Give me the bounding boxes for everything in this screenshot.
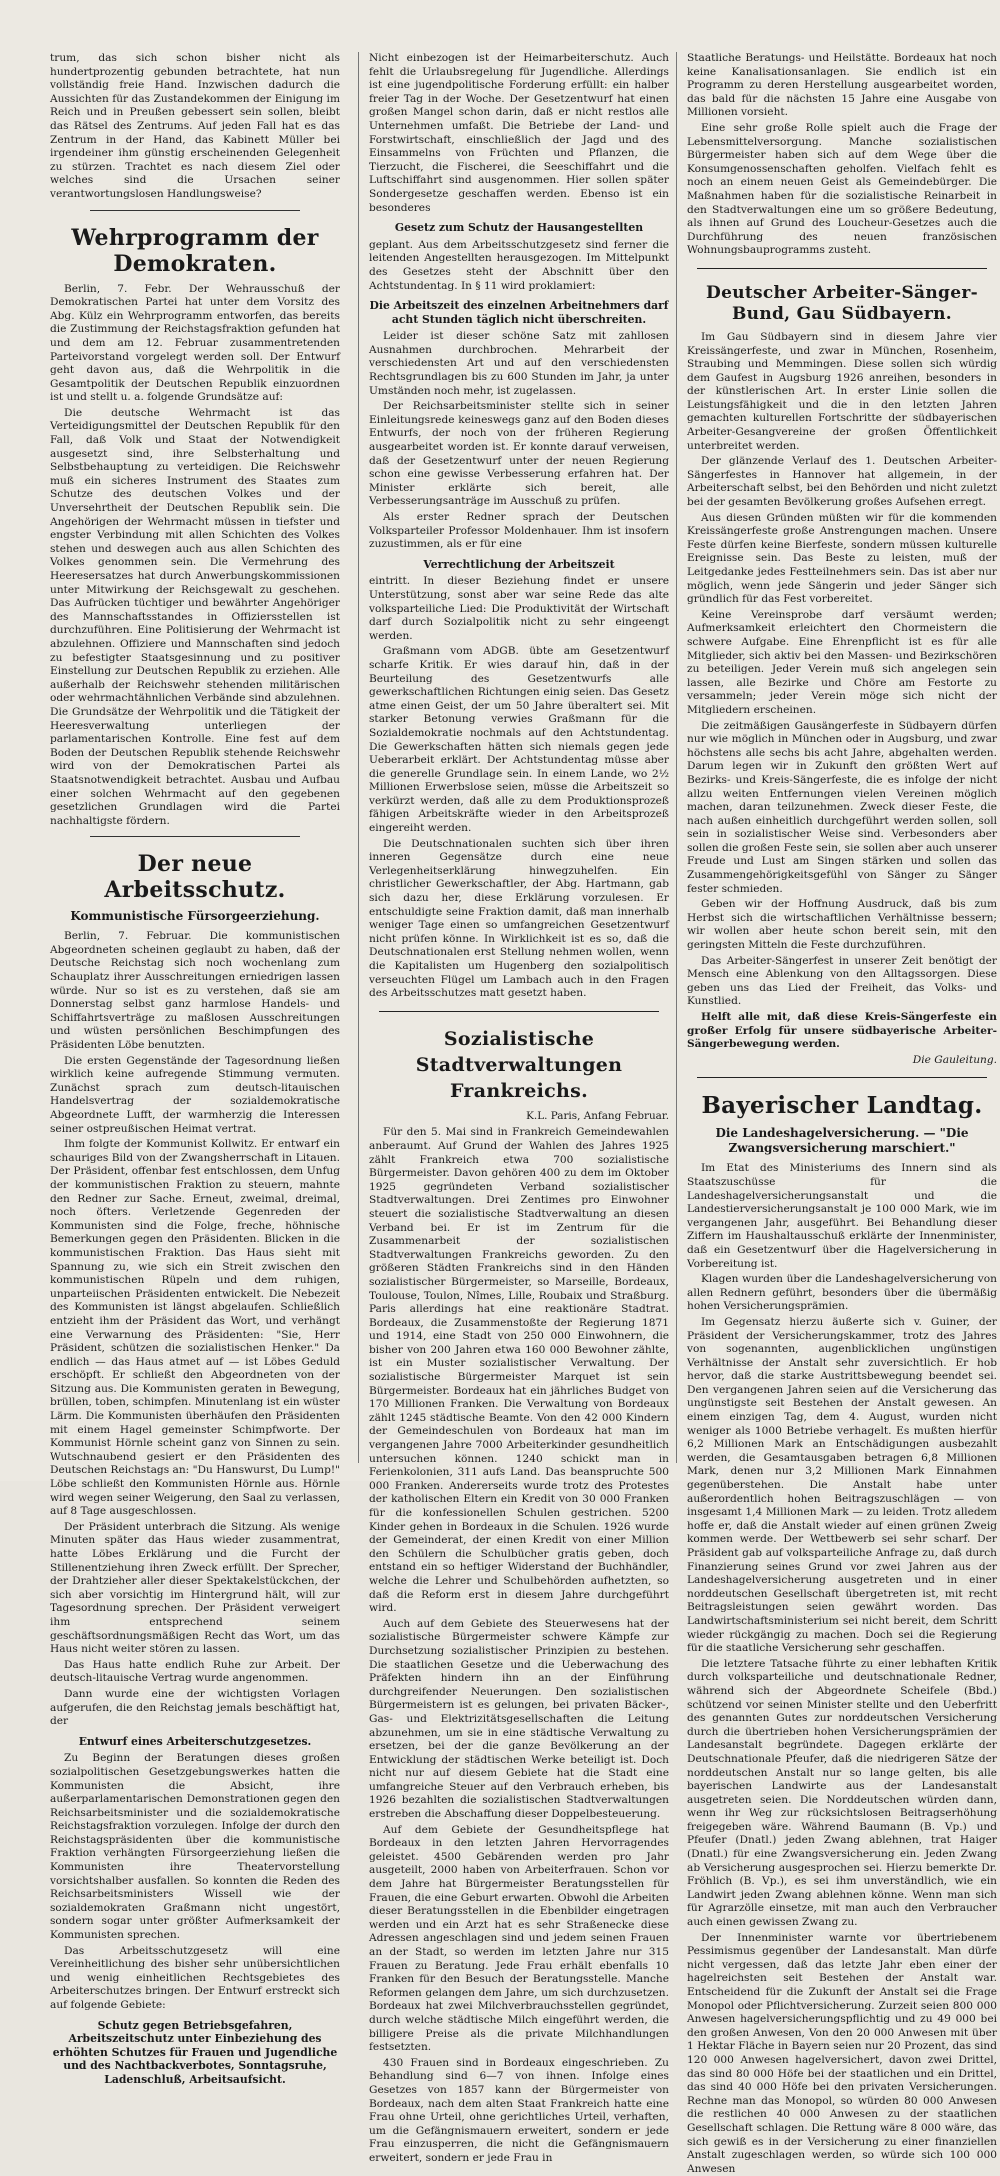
paragraph: Leider ist dieser schöne Satz mit zahllosen Ausnahmen durchbrochen. Mehrarbeit der verschiedensten Art und auf den verschiedensten Rechtsgrundlagen bis zu 600 Stunden im Jahr, ja unter Umständen noch mehr, ist zugelassen. <box>369 330 669 397</box>
column-3 <box>676 52 997 2175</box>
paragraph: Die deutsche Wehrmacht ist das Verteidigungsmittel der Deutschen Republik für den Fall, daß Volk und Staat der Notwendigkeit ausgesetzt sind, ihre Selbsterhaltung und Selbstbehauptung zu verteidigen. Die Reichswehr muß ein sicheres Instrument des Staates zum Schutze des deutschen Volkes und der Unversehrtheit der Deutschen Republik sein. Die Angehörigen der Wehrmacht müssen in tiefster und engster Verbindung mit allen Schichten des Volkes stehen und deswegen auch aus allen Schichten des Volkes genommen sein. Die Vermehrung des Heeresersatzes hat durch Anwerbungskommissionen unter Mitwirkung der Reichsgewalt zu geschehen. Das Aufrücken tüchtiger und bewährter Angehöriger des Mannschaftsstandes in Offiziersstellen ist durchzuführen. Eine Politisierung der Wehrmacht ist abzulehnen. Offiziere und Mannschaften sind jedoch zu befestigter Staatsgesinnung und zu positiver Einstellung zur Deutschen Republik zu erziehen. Alle außerhalb der Reichswehr stehenden militärischen oder wehrmachtähnlichen Verbände sind abzulehnen. Die Grundsätze der Wehrpolitik und die Tätigkeit der Heeresverwaltung unterliegen der parlamentarischen Kontrolle. Eine fest auf dem Boden der Deutschen Republik stehende Reichswehr wird von der Demokratischen Partei als Staatsnotwendigkeit betrachtet. Ausbau und Aufbau einer solchen Wehrmacht auf den gegebenen gesetzlichen Grundlagen wird die Partei nachhaltigste fördern. <box>50 406 340 827</box>
divider <box>379 1011 659 1012</box>
column-2 <box>358 52 669 2164</box>
paragraph: Als erster Redner sprach der Deutschen Volksparteiler Professor Moldenhauer. Ihm ist insofern zuzustimmen, als er für eine <box>369 511 669 551</box>
section-subheading: Verrechtlichung der Arbeitszeit <box>423 557 615 571</box>
paragraph: Der glänzende Verlauf des 1. Deutschen Arbeiter-Sängerfestes in Hannover hat allgemein, in der Arbeiterschaft selbst, bei den Behörden und nicht zuletzt bei der gesamten Bevölkerung großes Aufsehen erregt. <box>687 455 997 509</box>
paragraph: Graßmann vom ADGB. übte am Gesetzentwurf scharfe Kritik. Er wies darauf hin, daß in der Beurteilung des Gesetzentwurfs alle gewerkschaftlichen Richtungen einig seien. Das Gesetz atme einen Geist, der um 50 Jahre überaltert sei. Mit starker Betonung verwies Graßmann für die Sozialdemokratie nochmals auf den Achtstundentag. Die Gewerkschaften hätten sich niemals gegen jede Ueberarbeit erklärt. Der Achtstundentag müsse aber die generelle Grundlage sein. In einem Lande, wo 2½ Millionen Erwerbslose seien, müsse die Arbeitszeit so verkürzt werden, daß alle zu dem Produktionsprozeß fähigen Arbeitskräfte wieder in den Arbeitsprozeß eingereiht werden. <box>369 645 669 835</box>
paragraph: Auf dem Gebiete der Gesundheitspflege hat Bordeaux in den letzten Jahren Hervorragendes geleistet. 4500 Gebärenden werden pro Jahr ausgeteilt, 2000 haben von Arbeiterfrauen. Schon vor dem Jahre hat Bürgermeister Beratungsstellen für Frauen, die eine Geburt erwarten. Obwohl die Arbeiten dieser Beratungsstellen in die Ebenbilder eingetragen werden und ein Arzt hat es sehr Straßenecke diese Adressen angeschlagen sind und jedem seinen Frauen an der Stadt, so werden im letzten Jahre nur 315 Frauen zu Beratung. Jede Frau erhält ebenfalls 10 Franken für den Besuch der Beratungsstelle. Manche Reformen gelangen dem Jahre, um sich durchzusetzen. Bordeaux hat zwei Milchverbrauchsstellen gegründet, durch welche städtische Milch eingeführt werden, die billigere Preise als die private Milchhandlungen festsetzten. <box>369 1823 669 2054</box>
paragraph: Berlin, 7. Februar. Die kommunistischen Abgeordneten scheinen geglaubt zu haben, daß der Deutsche Reichstag sich noch wochenlang zum Schauplatz ihrer Ausschreitungen erniedrigen lassen würde. Nur so ist es zu verstehen, daß sie am Donnerstag selbst ganz harmlose Handels- und Schiffahrtsverträge zu maßlosen Ausschreitungen und wüsten persönlichen Beschimpfungen des Präsidenten Löbe benutzten. <box>50 930 340 1052</box>
divider <box>90 836 300 837</box>
column-1 <box>50 52 340 2086</box>
paragraph: Die zeitmäßigen Gausängerfeste in Südbayern dürfen nur wie möglich in München oder in Augsburg, und zwar höchstens alle sechs bis acht Jahre, abgehalten werden. Darum legen wir in Zukunft den größten Wert auf Bezirks- und Kreis-Sängerfeste, die es infolge der nicht allzu weiten Entfernungen vielen Vereinen möglich machen, daran teilzunehmen. Zweck dieser Feste, die nach außen einheitlich durchgeführt werden sollen, soll sein in sozialistischer Weise sind. Verbesonders aber sollen die großen Feste sein, sie sollen aber auch unserer Freude und Lust am Singen stärken und sollen das Zusammengehörigkeitsgefühl von Sänger zu Sänger fester schmieden. <box>687 719 997 895</box>
paragraph: 430 Frauen sind in Bordeaux eingeschrieben. Zu Behandlung sind 6—7 von ihnen. Infolge eines Gesetzes von 1857 kann der Bürgermeister von Bordeaux, nach dem alten Staat Frankreich hatte eine Frau ohne Urteil, ohne gerichtliches Urteil, verhaften, um die Gefängnismauern erweitert, sondern er jede Frau einzusperren, die nicht die Gefängnismauern erweitert, sondern er jede Frau in <box>369 2056 669 2164</box>
paragraph: Das Arbeiter-Sängerfest in unserer Zeit benötigt der Mensch eine Ablenkung von den Alltagssorgen. Diese geben uns das Lied der Freiheit, das Volks- und Kunstlied. <box>687 954 997 1008</box>
paragraph: Der Innenminister warnte vor übertriebenem Pessimismus gegenüber der Landesanstalt. Man dürfe nicht vergessen, daß das letzte Jahr eben einer der hagelreichsten seit Bestehen der Anstalt war. Entscheidend für die Zukunft der Anstalt sei die Frage Monopol oder Pflichtversicherung. Zurzeit seien 800 000 Anwesen hagelversicherungspflichtig und zu 49 000 bei den großen Anwesen, Von den 20 000 Anwesen mit über 1 Hektar Fläche in Bayern seien nur 20 Prozent, das sind 120 000 Anwesen hagelversichert, davon zwei Drittel, das sind 80 000 Höfe bei der staatlichen und ein Drittel, das sind 40 000 Höfe bei den privaten Versicherungen. Rechne man das Monopol, so würden 80 000 Anwesen die restlichen 40 000 Anwesen zu der staatlichen Gesellschaft schlagen. Die Rettung wäre 8 000 wäre, das sich gewiß es in der Versicherung zu einer finanziellen Anstalt zugeschlagen werden, so würde sich 100 000 Anwesen <box>687 1931 997 2175</box>
paragraph: Keine Vereinsprobe darf versäumt werden; Aufmerksamkeit erleichtert den Chormeistern die schwere Aufgabe. Eine Ehrenpflicht ist es für alle Mitglieder, sich aktiv bei den Massen- und Bezirkschören zu beteiligen. Jeder Verein muß sich angelegen sein lassen, alle Bezirke und Chöre am Festorte zu versammeln; jeder Verein möge sich nicht der Mitgliedern erscheinen. <box>687 608 997 716</box>
paragraph: Staatliche Beratungs- und Heilstätte. Bordeaux hat noch keine Kanalisationsanlagen. Sie endlich ist ein Programm zu deren Herstellung ausgearbeitet worden, das bald für die nächsten 15 Jahre eine Ausgabe von Millionen vorsieht. <box>687 52 997 119</box>
paragraph: Berlin, 7. Febr. Der Wehrausschuß der Demokratischen Partei hat unter dem Vorsitz des Abg. Külz ein Wehrprogramm entworfen, das bereits die Zustimmung der Reichstagsfraktion gefunden hat und dem am 12. Februar zusammentretenden Parteivorstand vorgelegt werden soll. Der Entwurf geht davon aus, daß die Wehrpolitik in die Gesamtpolitik der Deutschen Republik einzuordnen ist und stellt u. a. folgende Grundsätze auf: <box>50 282 340 404</box>
divider <box>697 268 987 269</box>
paragraph: Für den 5. Mai sind in Frankreich Gemeindewahlen anberaumt. Auf Grund der Wahlen des Jahres 1925 zählt Frankreich etwa 700 sozialistische Bürgermeister. Davon gehören 400 zu dem im Oktober 1925 gegründeten Verband sozialistischer Stadtverwaltungen. Drei Zentimes pro Einwohner steuert die sozialistische Stadtverwaltung an diesen Verband bei. Er ist im Zentrum für die Zusammenarbeit der sozialistischen Stadtverwaltungen Frankreichs geworden. Zu den größeren Städten Frankreichs sind in den Händen sozialistischer Bürgermeister, so Marseille, Bordeaux, Toulouse, Toulon, Nîmes, Lille, Roubaix und Straßburg. Paris allerdings hat eine reaktionäre Stadtrat. Bordeaux, die Zusammenstoßte der Regierung 1871 und 1914, eine Stadt von 250 000 Einwohnern, die bisher von 200 Jahren etwa 160 000 Bewohner zählte, ist ein Muster sozialistischer Verwaltung. Der sozialistische Bürgermeister Marquet ist sein Bürgermeister. Bordeaux hat ein jährliches Budget von 170 Millionen Franken. Die Verwaltung von Bordeaux zählt 1245 städtische Beamte. Von den 42 000 Kindern der Gemeindeschulen von Bordeaux hat man im vergangenen Jahre 7000 Arbeiterkinder gesundheitlich untersuchen können. 1240 schickt man in Ferienkolonien, 311 aufs Land. Das beanspruchte 500 000 Franken. Andererseits wurde trotz des Protestes der katholischen Eltern ein Kredit von 30 000 Franken für die konfessionellen Schulen gestrichen. 5200 Kinder gehen in Bordeaux in die Schulen. 1926 wurde der Gemeinderat, der einen Kredit von einer Million den Schülern die Schulbücher gratis geben, doch entstand ein so heftiger Widerstand der Buchhändler, welche die Lehrer und Schulbehörden aufhetzten, so daß die Reform erst in diesem Jahre durchgeführt wird. <box>369 1126 669 1615</box>
article-intro: trum, das sich schon bisher nicht als hundertprozentig gebunden betrachtete, hat nun vollständig freie Hand. Inzwischen dadurch die Aussichten für das Zustandekommen der Einigung im Reich und in Preußen gebessert sein sollen, bleibt das Rätsel des Zentrums. Auf jeden Fall hat es das Zentrum in der Hand, das Kabinett Müller bei irgendeiner ihm günstig erscheinenden Gelegenheit zu stürzen. Trachtet es nach diesem Ziel oder welches sind die Ursachen seiner verantwortungslosen Handlungsweise? <box>50 52 340 200</box>
paragraph: Zu Beginn der Beratungen dieses großen sozialpolitischen Gesetzgebungswerkes hatten die Kommunisten die Absicht, ihre außerparlamentarischen Demonstrationen gegen den Reichsarbeitsminister und die sozialdemokratische Reichstagsfraktion vorzulegen. Infolge der durch den Reichstagspräsidenten über die kommunistische Fraktion verhängten Fürsorgeerziehung ließen die Kommunisten ihre Theatervorstellung vorsichtshalber ausfallen. So konnten die Reden des Reichsarbeitsministers Wissell wie der sozialdemokraten Graßmann nicht ungestört, sondern sogar unter größter Aufmerksamkeit der Kommunisten sprechen. <box>50 1752 340 1942</box>
headline-arbeitsschutz: Der neue Arbeitsschutz. <box>104 851 286 904</box>
paragraph: Im Gau Südbayern sind in diesem Jahre vier Kreissängerfeste, und zwar in München, Rosenheim, Straubing und Memmingen. Diese sollen sich würdig dem Gaufest in Augsburg 1926 anreihen, besonders in der künstlerischen Art. In erster Linie sollen die Leistungsfähigkeit und die in den letzten Jahren gemachten kulturellen Fortschritte der südbayerischen Arbeiter-Gesangvereine der großen Öffentlichkeit unterbreitet werden. <box>687 330 997 452</box>
signature: Die Gauleitung. <box>912 1053 997 1066</box>
paragraph: Klagen wurden über die Landeshagelversicherung von allen Rednern geführt, besonders über die übermäßig hohen Versicherungsprämien. <box>687 1273 997 1313</box>
divider <box>697 1077 987 1078</box>
paragraph: geplant. Aus dem Arbeitsschutzgesetz sind ferner die leitenden Angestellten herausgezogen. Im Mittelpunkt des Gesetzes steht der Abschnitt über den Achtstundentag. In § 11 wird proklamiert: <box>369 238 669 292</box>
quote: Die Arbeitszeit des einzelnen Arbeitnehmers darf acht Stunden täglich nicht überschreiten. <box>369 299 669 326</box>
paragraph: Helft alle mit, daß diese Kreis-Sängerfeste ein großer Erfolg für unsere südbayerische Arbeiter-Sängerbewegung werden. <box>687 1011 997 1051</box>
paragraph: Die letztere Tatsache führte zu einer lebhaften Kritik durch volksparteiliche und deutschnationale Redner, während sich der Abgeordnete Scheifele (Bbd.) schützend vor seinen Minister stellte und den Ueberfritt des genannten Gutes zur norddeutschen Versicherung durch die übertrieben hohen Versicherungsprämien der Landesanstalt begründete. Dagegen erklärte der Deutschnationale Pfeufer, daß die niedrigeren Sätze der norddeutschen Anstalt nur so lange gelten, bis alle bayerischen Landwirte aus der Landesanstalt ausgetreten seien. Die Norddeutschen würden dann, wenn ihr Weg zur rücksichtslosen Beitragserhöhung freigegeben wäre. Während Baumann (B. Vp.) und Pfeufer (Dnatl.) jeden Zwang ablehnen, trat Haiger (Dnatl.) für eine Zwangsversicherung ein. Jeden Zwang ab Versicherung ausgesprochen sei. Hierzu bemerkte Dr. Fröhlich (B. Vp.), es sei ihm unverständlich, wie ein Landwirt jeden Zwang ablehnen könne. Wenn man sich für Agrarzölle einsetze, mit man auch den Verbraucher auch einen gewissen Zwang zu. <box>687 1657 997 1929</box>
paragraph: Die ersten Gegenstände der Tagesordnung ließen wirklich keine aufregende Stimmung vermuten. Zunächst sprach zum deutsch-litauischen Handelsvertrag der sozialdemokratische Abgeordnete Lufft, der warmherzig die Interessen seiner ostpreußischen Heimat vertrat. <box>50 1054 340 1135</box>
paragraph: Ihm folgte der Kommunist Kollwitz. Er entwarf ein schauriges Bild von der Zwangsherrschaft in Litauen. Der Präsident, offenbar fest entschlossen, dem Unfug der kommunistischen Fraktion zu steuern, mahnte den Redner zur Sache. Erneut, zweimal, dreimal, noch öfters. Verletzende Gegenreden der Kommunisten sind die Folge, freche, höhnische Bemerkungen gegen den Präsidenten. Blicken in die kommunistischen Fraktion. Das Haus sieht mit Spannung zu, wie sich ein Streit zwischen den kommunistischen Rüpeln und dem ruhigen, unparteiischen Präsidenten entwickelt. Die Nebezeit des Kommunisten ist längst abgelaufen. Schließlich entzieht ihm der Präsident das Wort, und verhängt eine Verwarnung des Präsidenten: "Sie, Herr Präsident, schützen die sozialistischen Henker." Da endlich — das Haus atmet auf — ist Löbes Geduld erschöpft. Er schließt den Abgeordneten von der Sitzung aus. Die Kommunisten geraten in Bewegung, brüllen, toben, schimpfen. Minutenlang ist ein wüster Lärm. Die Kommunisten überhäufen den Präsidenten mit einem Hagel gemeinster Schimpfworte. Der Kommunist Hörnle scheint ganz von Sinnen zu sein. Wutschnaubend gesiert er den Präsidenten des Deutschen Reichstags an: "Du Hanswurst, Du Lump!" Löbe schließt den Kommunisten Hörnle aus. Hörnle wird wegen seiner Weigerung, den Saal zu verlassen, auf 8 Tage ausgeschlossen. <box>50 1138 340 1518</box>
paragraph: Der Reichsarbeitsminister stellte sich in seiner Einleitungsrede keineswegs ganz auf den Boden dieses Entwurfs, der noch von der früheren Regierung ausgearbeitet worden ist. Er konnte darauf verweisen, daß der Gesetzentwurf unter der neuen Regierung schon eine gewisse Verbesserung erfahren hat. Der Minister erklärte sich bereit, alle Verbesserungsanträge im Ausschuß zu prüfen. <box>369 400 669 508</box>
section-subheading: Schutz gegen Betriebsgefahren, Arbeitszeitschutz unter Einbeziehung des erhöhten Schutzes für Frauen und Jugendliche und des Nachtbackverbotes, Sonntagsruhe, Ladenschluß, Arbeitsaufsicht. <box>52 2018 338 2086</box>
subheadline: Kommunistische Fürsorgeerziehung. <box>70 909 320 924</box>
paragraph: Geben wir der Hoffnung Ausdruck, daß bis zum Herbst sich die wirtschaftlichen Verhältnisse bessern; wir wollen aber heute schon bereit sein, mit den geringsten Mitteln die Feste durchzuführen. <box>687 898 997 952</box>
paragraph: Das Arbeitsschutzgesetz will eine Vereinheitlichung des bisher sehr unübersichtlichen und wenig einheitlichen Rechtsgebietes des Arbeiterschutzes bringen. Der Entwurf erstreckt sich auf folgende Gebiete: <box>50 1944 340 2011</box>
headline-landtag: Bayerischer Landtag. <box>701 1092 983 1120</box>
section-subheading: Gesetz zum Schutz der Hausangestellten <box>394 221 644 235</box>
dateline: K.L. Paris, Anfang Februar. <box>526 1109 669 1122</box>
headline-wehrprogramm: Wehrprogramm der Demokraten. <box>71 224 319 277</box>
headline-saengerbund: Deutscher Arbeiter-Sänger-Bund, Gau Südbayern. <box>706 282 978 324</box>
section-subheading: Entwurf eines Arbeiterschutzgesetzes. <box>78 1734 312 1748</box>
paragraph: Im Etat des Ministeriums des Innern sind als Staatszuschüsse für die Landeshagelversicherungsanstalt und die Landestierversicherungsanstalt je 100 000 Mark, wie im vergangenen Jahr, ausgeführt. Bei Behandlung dieser Ziffern im Haushaltausschuß erklärte der Innenminister, daß ein Gesetzentwurf über die Hagelversicherung in Vorbereitung ist. <box>687 1162 997 1270</box>
paragraph: Im Gegensatz hierzu äußerte sich v. Guiner, der Präsident der Versicherungskammer, trotz des Jahres von sogenannten, augenblicklichen ungünstigen Verhältnisse der Anstalt sehr zuversichtlich. Er hob hervor, daß die starke Austrittsbewegung beendet sei. Den vergangenen Jahren seien auf die Versicherung das ungünstigste seit Bestehen der Anstalt gewesen. An einem einzigen Tag, dem 4. August, wurden nicht weniger als 1000 Betriebe verhagelt. Es mußten hierfür 6,2 Millionen Mark an Entschädigungen ausbezahlt werden, die Gesamtausgaben betragen 6,8 Millionen Mark, denen nur 3,2 Millionen Mark Einnahmen gegenüberstehen. Die Anstalt habe unter außerordentlich hohen Beitragszuschlägen — von insgesamt 1,4 Millionen Mark — zu leiden. Trotz alledem hoffe er, daß die Anstalt wieder auf einen grünen Zweig kommen werde. Der Wettbewerb sei sehr scharf. Der Präsident gab auf volksparteiliche Anfrage zu, daß durch Finanzierung seines Grund vor zwei Jahren aus der Landeshagelversicherung ausgetreten und in einer norddeutschen Gesellschaft übergetreten ist, mit recht Beitragsleistungen seien gewährt worden. Das Landwirtschaftsministerium sei nicht bereit, dem Schritt wieder rückgängig zu machen. Doch sei die Regierung für die staatliche Versicherung sehr geschaffen. <box>687 1315 997 1655</box>
subheadline: Die Landeshagelversicherung. — "Die Zwangsversicherung marschiert." <box>715 1126 969 1156</box>
paragraph: Das Haus hatte endlich Ruhe zur Arbeit. Der deutsch-litauische Vertrag wurde angenommen. <box>50 1658 340 1685</box>
paragraph: Der Präsident unterbrach die Sitzung. Als wenige Minuten später das Haus wieder zusammentrat, hatte Löbes Erklärung und die Furcht der Stillenentziehung ihren Zweck erfüllt. Der Sprecher, der Drahtzieher aller dieser Spektakelstückchen, der sich aber vorsichtig im Hintergrund hält, will zur Tagesordnung sprechen. Der Präsident verweigert ihm entsprechend seinem geschäftsordnungsmäßigen Recht das Wort, um das Haus nicht weiter stören zu lassen. <box>50 1520 340 1656</box>
headline-stadtverwaltungen: Sozialistische Stadtverwaltungen Frankreichs. <box>415 1027 623 1102</box>
paragraph: eintritt. In dieser Beziehung findet er unsere Unterstützung, sonst aber war seine Rede das alte volksparteiliche Lied: Die Produktivität der Wirtschaft darf durch Sozialpolitik nicht zu sehr eingeengt werden. <box>369 575 669 642</box>
paragraph: Eine sehr große Rolle spielt auch die Frage der Lebensmittelversorgung. Manche sozialistischen Bürgermeister haben sich auf dem Wege über die Konsumgenossenschaften geholfen. Vielfach fehlt es noch an einem neuen Geist als Gemeindebürger. Die Maßnahmen haben für die sozialistische Reinarbeit in den Stadtverwaltungen eine um so größere Bedeutung, als ihnen auf Grund des Loucheur-Gesetzes auch die Durchführung des neuen französischen Wohnungsbauprogramms zusteht. <box>687 121 997 257</box>
paragraph: Die Deutschnationalen suchten sich über ihren inneren Gegensätze durch eine neue Verlegenheitserklärung hinwegzuhelfen. Ein christlicher Gewerkschaftler, der Abg. Hartmann, gab sich dazu her, diese Erklärung vorzulesen. Er entschuldigte seine Fraktion damit, daß man innerhalb weniger Tage einen so umfangreichen Gesetzentwurf nicht prüfen könne. In Wirklichkeit ist es so, daß die Deutschnationalen erst Stellung nehmen wollen, wenn die Kapitalisten um Hugenberg den sozialpolitisch verseuchten Flügel um Lambach auch in den Fragen des Arbeitsschutzes matt gesetzt haben. <box>369 837 669 1000</box>
paragraph: Aus diesen Gründen müßten wir für die kommenden Kreissängerfeste große Anstrengungen machen. Unsere Feste dürfen keine Bierfeste, sondern müssen kulturelle Ereignisse sein. Das Beste zu leisten, muß der Leitgedanke jedes Festteilnehmers sein. Das ist aber nur möglich, wenn jede Sängerin und jeder Sänger sich gründlich für das Fest vorbereitet. <box>687 511 997 606</box>
divider <box>90 210 300 211</box>
paragraph: Nicht einbezogen ist der Heimarbeiterschutz. Auch fehlt die Urlaubsregelung für Jugendliche. Allerdings ist eine jugendpolitische Forderung erfüllt: ein halber freier Tag in der Woche. Der Gesetzentwurf hat einen großen Mangel schon darin, daß er nicht restlos alle Unternehmen umfaßt. Die Betriebe der Land- und Forstwirtschaft, einschließlich der Jagd und des Einsammelns von Früchten und Pflanzen, die Tierzucht, die Fischerei, die Seeschiffahrt und die Luftschiffahrt sind ausgenommen. Hier sollen später Sondergesetze geschaffen werden. Ebenso ist ein besonderes <box>369 52 669 214</box>
paragraph: Dann wurde eine der wichtigsten Vorlagen aufgerufen, die den Reichstag jemals beschäftigt hat, der <box>50 1687 340 1728</box>
paragraph: Auch auf dem Gebiete des Steuerwesens hat der sozialistische Bürgermeister schwere Kämpfe zur Durchsetzung sozialistischer Prinzipien zu bestehen. Die staatlichen Gesetze und die Ueberwachung des Präfekten hindern ihn an der Einführung durchgreifender Neuerungen. Den sozialistischen Bürgermeistern ist es gelungen, bei privaten Bäcker-, Gas- und Elektrizitätsgesellschaften die Leitung abzunehmen, um sie in eine städtische Verwaltung zu ersetzen, bei der die ganze Bevölkerung an der Entwicklung der städtischen Werke beteiligt ist. Doch nicht nur auf diesem Gebiete hat die Stadt eine umfangreiche Steuer auf den Verbrauch erheben, bis 1926 bezahlten die sozialistischen Stadtverwaltungen erstreben die Abschaffung dieser Doppelbesteuerung. <box>369 1617 669 1821</box>
